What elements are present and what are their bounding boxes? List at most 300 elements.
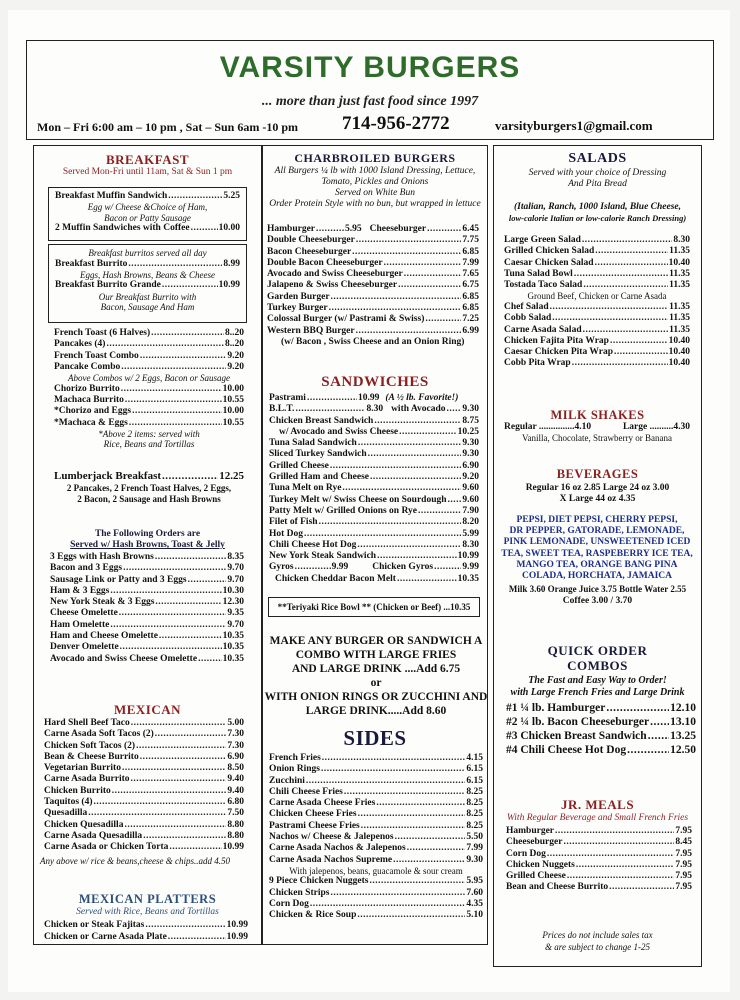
item-name: Quesadilla [44,808,88,819]
menu-item [54,351,244,362]
item-price: 7.30 [227,729,244,740]
item-name: *Machaca & Eggs [54,417,128,428]
item-price: 11.35 [669,280,690,291]
menu-item [267,280,479,291]
shake-sizes: Regular ...............4.10 Large ..........4.30 [504,422,690,432]
item-name: Hamburger [506,826,555,836]
item-price: 11.35 [669,268,690,279]
teriyaki-box [268,597,480,617]
menu-item [269,495,479,506]
item-name: Pancakes (4) [54,339,106,350]
item-name: Breakfast Burrito [55,258,128,269]
menu-item [267,235,479,246]
menu-item: Pastrami ..... 10.99 (A ½ lb. Favorite!) [269,393,479,404]
sandwiches-title: SANDWICHES [321,374,429,390]
item-name: Corn Dog [506,848,546,859]
burgers-title: CHARBROILED BURGERS [294,151,456,165]
quick-title-2: COMBOS [567,658,628,673]
menu-item [267,303,479,314]
phone: 714-956-2772 [342,113,450,134]
menu-item [269,832,483,843]
item-name: Chicken Quesadilla [44,819,124,830]
item-price: 9.70 [227,574,244,585]
item-price: 5.50 [466,832,483,843]
jr-title: JR. MEALS [560,797,635,812]
menu-item [269,899,483,910]
menu-item [269,910,483,921]
item-name: Carne Asada Nachos & Jalepenos [269,843,406,854]
item-name: Hot Dog [269,528,304,539]
item-note: Above Combos w/ 2 Eggs, Bacon or Sausage [68,373,230,384]
quick-combo [506,743,696,757]
menu-item [506,849,692,860]
item-price: 6.80 [227,797,244,808]
menu-item [269,753,483,764]
supreme-note: With jalepenos, beans, guacamole & sour cream [289,865,463,876]
item-price: 5.95 [466,876,483,887]
item-price: 10.99 [457,551,479,562]
restaurant-title: VARSITY BURGERS [219,51,521,84]
item-price: 11.35 [669,246,690,257]
item-name: Jalapeno & Swiss Cheeseburger [267,280,398,291]
menu-item [54,406,244,417]
drink-line: TEA, SWEET TEA, RASPEBERRY ICE TEA, [501,548,693,559]
item-price: 10.00 [222,383,244,394]
item-name: Denver Omelette [50,642,119,653]
item-name: Tuna Salad Bowl [504,268,573,279]
menu-item [44,741,244,752]
item-price: 6.99 [462,325,479,336]
sides-list [269,753,483,866]
menu-item [269,764,483,775]
item-name: Bean & Cheese Burrito [44,751,139,762]
jr-items [506,826,692,894]
menu-item: Chicken Cheddar Bacon Melt ..... 10.35 [269,574,479,585]
item-name: Chicken Strips [269,887,330,898]
item-price: 13.10 [670,716,696,728]
item-name: 3 Eggs with Hash Browns [50,552,154,562]
platters-served: Served with Rice, Beans and Tortillas [76,907,219,917]
item-price: 10.40 [668,257,690,268]
menu-item [269,438,479,449]
footer-1: Prices do not include sales tax [542,930,653,940]
item-price: 10.55 [222,417,244,428]
item-price: 6.75 [462,280,479,291]
western-note: (w/ Bacon , Swiss Cheese and an Onion Ring) [281,336,465,347]
shakes-info [504,422,690,444]
salads-served-2: And Pita Bread [568,179,627,189]
menu-item: B.L.T. ..... 8.30 with Avocado ..... 9.30 [269,404,479,415]
item-name: Chorizo Burrito [54,383,120,394]
item-price: 7.75 [462,235,479,246]
item-name: Chicken Nuggets [506,859,575,870]
menu-item [504,280,690,291]
item-price: 6.15 [466,775,483,786]
item-price: 7.65 [462,269,479,280]
menu-item [55,191,240,202]
menu-item [50,654,244,665]
item-price: 8.25 [466,786,483,797]
item-price: 8.99 [223,258,240,269]
item-price: 8.25 [466,798,483,809]
burrito-box-heading: Breakfast burritos served all day [88,248,207,258]
hours: Mon – Fri 6:00 am – 10 pm , Sat – Sun 6am -10 pm [37,120,299,134]
column-middle [262,145,488,945]
item-name: New York Steak Sandwich [269,551,377,562]
item-price: 8..20 [225,339,244,350]
orders-heading-2: Served w/ Hash Browns, Toast & Jelly [70,540,225,550]
menu-item [504,246,690,257]
menu-item [269,888,483,899]
menu-item [54,339,244,350]
menu-item [504,347,690,358]
menu-item [504,358,690,369]
menu-item [269,483,479,494]
header-box [26,40,714,140]
item-price: 9.60 [462,494,479,505]
item-name: Bean and Cheese Burrito [506,882,609,893]
item-note: Bacon, Sausage And Ham [100,302,195,313]
item-name: #2 ¼ lb. Bacon Cheeseburger [506,716,650,728]
menu-item [50,620,244,631]
item-price: 7.95 [675,848,692,859]
item-name: Carne Asada Nachos Supreme [269,854,393,865]
item-name: Carne Asada or Chicken Torta [44,842,169,853]
sides-list-2 [269,876,483,921]
item-price: 7.90 [462,505,479,516]
lumberjack-desc-1: 2 Pancakes, 2 French Toast Halves, 2 Eggs, [66,483,232,493]
item-name: Machaca Burrito [54,394,124,405]
item-price: 10.35 [222,631,244,642]
menu-item [504,325,690,336]
item-name: Turkey Burger [267,303,328,314]
item-name: Zucchini [269,775,305,786]
teriyaki-text: **Teriyaki Rice Bowl ** (Chicken or Beef) ...10.35 [277,602,471,612]
item-name: Chicken or Steak Fajitas [44,920,145,930]
salads-served-1: Served with your choice of Dressing [528,168,667,178]
item-name: Chili Cheese Hot Dog [269,539,357,550]
item-name: Breakfast Muffin Sandwich [55,191,168,201]
tagline: ... more than just fast food since 1997 [261,94,479,109]
item-price: 10.35 [222,642,244,653]
jr-sub: With Regular Beverage and Small French Fries [506,813,689,823]
drink-line: DR PEPPER, GATORADE, LEMONADE, [509,526,685,537]
menu-item [269,416,479,427]
menu-item [44,831,244,842]
item-name: Caesar Chicken Pita Wrap [504,347,613,358]
menu-item [267,247,479,258]
menu-item [506,882,692,893]
menu-item [269,517,479,528]
item-note: Our Breakfast Burrito with [98,291,197,302]
item-price: 12.30 [222,597,244,608]
item-price: 6.85 [462,246,479,257]
menu-item [269,472,479,483]
item-price: 13.25 [670,730,696,742]
combo-line-4: WITH ONION RINGS OR ZUCCHINI AND [264,691,488,703]
item-price: 8.20 [462,517,479,528]
item-name: Carne Asada Salad [504,324,582,335]
item-price: 10.00 [222,406,244,417]
menu-item [54,384,244,395]
menu-item: Gyros ..... 9.99 Chicken Gyros ..... 9.99 [269,562,479,573]
menu-item [50,608,244,619]
item-price: 9.20 [462,472,479,483]
item-name: Chicken Cheese Fries [269,809,357,820]
menu-item [506,837,692,848]
item-name: Vegetarian Burrito [44,763,121,774]
breakfast-burrito-box [48,244,247,323]
item-name: Colossal Burger (w/ Pastrami & Swiss) [267,314,425,325]
item-price: 10.99 [226,932,248,942]
beverage-sizes-2: X Large 44 oz 4.35 [559,494,636,504]
item-note: Egg w/ Cheese &Choice of Ham, [87,202,208,213]
item-name: Avocado and Swiss Cheese Omelette [50,653,198,664]
mexican-note: Any above w/ rice & beans,cheese & chips..add 4.50 [40,856,230,866]
item-price: 10.40 [668,347,690,358]
email: varsityburgers1@gmail.com [495,118,653,133]
item-price: 8.45 [675,837,692,848]
item-price: 9.40 [227,785,244,796]
burgers-desc-4: Order Protein Style with no bun, but wrapped in lettuce [269,199,481,209]
item-price: 9.70 [227,563,244,574]
item-price: 9.20 [227,361,244,372]
item-name: Turkey Melt w/ Swiss Cheese on Sourdough [269,494,447,505]
item-name: Chicken Burrito [44,785,111,796]
item-price: 10.99 [226,920,248,930]
menu-item [269,427,479,438]
item-name: #4 Chili Cheese Hot Dog [506,744,627,756]
menu-item [54,362,244,373]
sandwich-list [269,416,479,563]
breakfast-muffin-box [48,187,247,241]
muffin-list [55,191,240,235]
item-price: 8.80 [227,819,244,830]
item-price: 5.00 [227,718,244,728]
item-price: 7.95 [675,859,692,870]
menu-item [44,808,244,819]
item-name: Nachos w/ Cheese & Jalepenos [269,832,394,843]
item-price: 10.99 [222,842,244,853]
item-name: Grilled Chicken Salad [504,246,595,257]
mexican-title: MEXICAN [113,702,182,717]
burgers-desc-3: Served on White Bun [335,188,415,198]
item-price: 8.35 [227,552,244,562]
platter-items [44,919,248,943]
item-name: Cheeseburger [506,837,563,848]
item-name: Chicken Breast Sandwich [269,415,374,426]
item-price: 10.99 [218,280,240,291]
salad-items [504,235,690,370]
item-price: 8.30 [462,539,479,550]
menu-item [50,642,244,653]
salads-title: SALADS [568,151,627,166]
item-price: 5.99 [462,528,479,539]
item-name: Pastrami Cheese Fries [269,820,360,831]
item-price: 7.95 [675,871,692,882]
menu-item [44,774,244,785]
item-price: 9.40 [227,774,244,785]
menu-item [55,280,240,291]
item-name: #1 ¼ lb. Hamburger [506,702,606,714]
item-price: 10.25 [457,426,479,437]
menu-item [267,326,479,337]
item-name: Cheese Omelette [50,608,118,619]
menu-item [269,855,483,866]
breakfast-served: Served Mon-Fri until 11am, Sat & Sun 1 pm [62,167,233,177]
column-left [33,145,262,945]
lumberjack [54,470,244,504]
item-name: Grilled Cheese [506,871,566,882]
drink-line: PINK LEMONADE, UNSWEETENED ICED [503,537,691,548]
shakes-title: MILK SHAKES [550,408,645,422]
beverage-sizes-1: Regular 16 oz 2.85 Large 24 oz 3.00 [525,483,670,493]
menu-item [50,563,244,574]
item-price: 10.40 [668,358,690,369]
menu-item [504,313,690,324]
item-price: 8.25 [466,820,483,831]
item-name: Patty Melt w/ Grilled Onions on Rye [269,505,417,516]
item-name: Carne Asada Cheese Fries [269,798,376,809]
item-name: Sausage Link or Patty and 3 Eggs [50,574,187,585]
item-price: 10.00 [218,223,240,234]
item-price: 5.10 [466,910,483,921]
burger-items [267,224,479,348]
item-name: French Fries [269,753,321,763]
menu-item [269,506,479,517]
lumberjack-desc-2: 2 Bacon, 2 Sausage and Hash Browns [77,493,221,504]
menu-item [504,336,690,347]
orders-heading-1: The Following Orders are [94,529,201,539]
item-price: 8.30 [673,235,690,245]
item-price: 10.55 [222,394,244,405]
milk-line: Milk 3.60 Orange Juice 3.75 Bottle Water 2.55 [508,584,687,594]
burger-list [267,235,479,337]
menu-item [269,540,479,551]
quick-combo-items [506,701,696,757]
menu-item [269,449,479,460]
item-price: 6.85 [462,291,479,302]
item-note: Bacon or Patty Sausage [104,212,191,223]
item-name: Onion Rings [269,764,320,775]
item-price: 8.25 [466,809,483,820]
quick-combo [506,715,696,729]
item-price: 10.40 [668,335,690,346]
menu-item [269,529,479,540]
item-price: 4.15 [466,753,483,763]
combo-line-3: AND LARGE DRINK ....Add 6.75 [291,663,461,675]
item-price: 9.20 [227,350,244,361]
combo-line-1: MAKE ANY BURGER OR SANDWICH A [269,635,483,647]
item-price: 9.30 [462,449,479,460]
menu-item [269,461,479,472]
item-name: Filet of Fish [269,517,318,528]
menu-item [54,395,244,406]
item-name: Grilled Cheese [269,460,329,471]
item-price: 6.15 [466,764,483,775]
sides-items [269,753,483,922]
menu-item [269,876,483,887]
item-name: Carne Asada Soft Tacos (2) [44,729,154,740]
item-price: 9.30 [466,854,483,865]
item-name: Hard Shell Beef Taco [44,718,130,728]
menu-item [504,235,690,246]
menu-item [50,552,244,563]
menu-item [44,842,244,853]
item-price: 8.75 [462,415,479,426]
burrito-list [55,259,240,313]
menu-item [54,418,244,429]
item-note: Rice, Beans and Tortillas [103,439,195,450]
item-name: Ham & 3 Eggs [50,585,110,596]
item-price: 7.99 [462,257,479,268]
item-name: 9 Piece Chicken Nuggets [269,876,369,887]
item-name: Bacon Cheeseburger [267,246,352,257]
menu-item [44,763,244,774]
salad-list-2 [504,302,690,370]
combo-line-5: LARGE DRINK.....Add 8.60 [305,705,447,717]
item-price: 6.90 [227,751,244,762]
drink-line: COLADA, HORCHATA, JAMAICA [521,571,673,582]
item-price: 10.30 [222,585,244,596]
burgers-desc-1: All Burgers ¼ lb with 1000 Island Dressing, Lettuce, [274,166,476,176]
mexican-items [44,718,244,854]
menu-item [54,328,244,339]
item-name: Cobb Salad [504,313,552,324]
menu-item [269,798,483,809]
item-name: Grilled Ham and Cheese [269,472,370,483]
menu-item [269,821,483,832]
item-name: Western BBQ Burger [267,325,355,336]
menu-item [506,871,692,882]
breakfast-items [54,328,244,450]
item-name: French Toast Combo [54,350,139,361]
item-name: Taquitos (4) [44,797,93,808]
item-price: 12.10 [670,702,696,714]
combo-line-2: COMBO WITH LARGE FRIES [295,649,457,661]
quick-sub-1: The Fast and Easy Way to Order! [528,675,667,686]
shake-flavors: Vanilla, Chocolate, Strawberry or Banana [522,433,672,444]
menu-item [44,797,244,808]
menu-item [269,787,483,798]
combo-or: or [370,677,382,689]
menu-item [506,826,692,837]
item-name: Tuna Salad Sandwich [269,438,357,449]
item-name: Carne Asada Quesadilla [44,830,143,841]
item-price: 7.60 [466,887,483,898]
item-price: 4.35 [466,899,483,910]
menu-item [504,269,690,280]
drink-line: MANGO TEA, ORANGE BANG PINA [516,559,678,570]
item-price: 9.60 [462,483,479,494]
item-name: Breakfast Burrito Grande [55,280,161,291]
item-price: 11.35 [669,324,690,335]
item-price: 6.85 [462,303,479,314]
menu-item [269,776,483,787]
item-price: 8.80 [227,830,244,841]
item-name: Chef Salad [504,301,549,312]
item-price: 11.35 [669,301,690,312]
item-price: 7.95 [675,826,692,836]
item-name: Cobb Pita Wrap [504,358,571,369]
item-name: *Chorizo and Eggs [54,406,132,417]
egg-orders [50,552,244,665]
breakfast-title: BREAKFAST [106,152,189,167]
drink-list [494,515,700,582]
item-name: Pancake Combo [54,361,121,372]
menu-item [267,314,479,325]
item-name: Tostada Taco Salad [504,280,583,291]
